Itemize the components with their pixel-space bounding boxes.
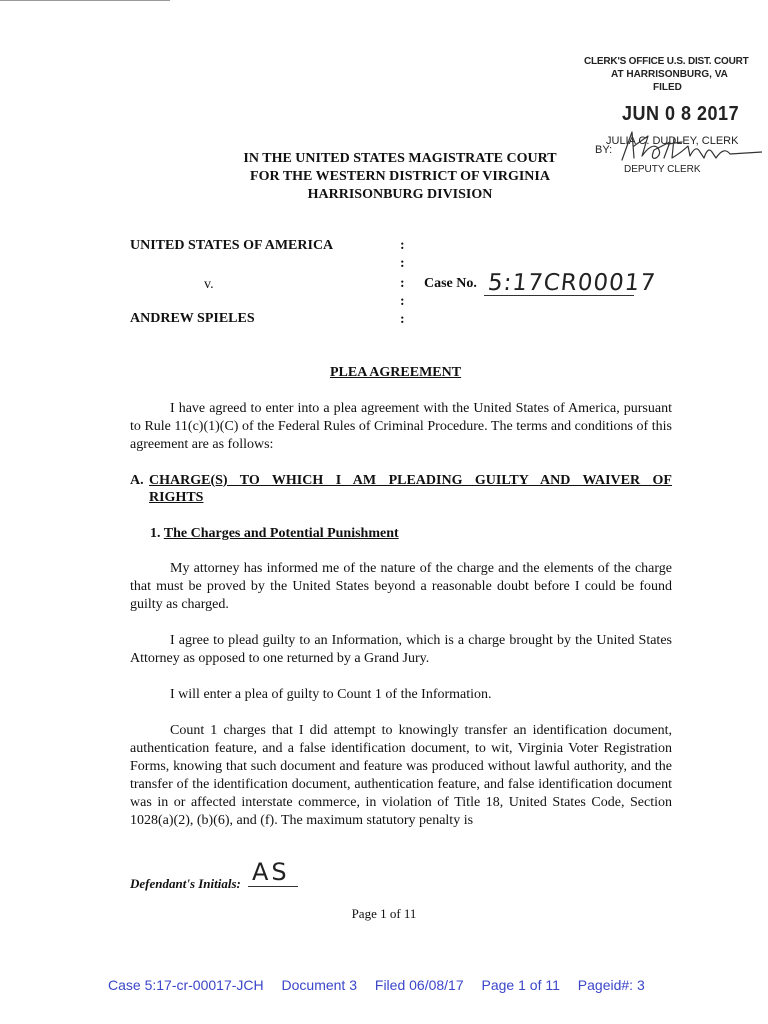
court-heading (200, 150, 600, 204)
section-a-heading-line1: CHARGE(S) TO WHICH I AM PLEADING GUILTY AND WAIVER OF (149, 473, 672, 488)
caption-colon: : (400, 294, 405, 309)
deputy-signature (612, 122, 762, 172)
stamp-filed: FILED (653, 82, 682, 93)
stamp-office: CLERK'S OFFICE U.S. DIST. COURT (584, 56, 749, 67)
body-paragraph: Count 1 charges that I did attempt to knowingly transfer an identification document, authentication feature, and a false identification document, to wit, Virginia Voter Registration Forms, knowing that such document and feature was produced without lawful authority, and the transfer of the identification document, authentication feature, and false identification document was in or affected interstate commerce, in violation of Title 18, United States Code, Section 1028(a)(2), (b)(6), and (f). The maximum statutory penalty is (130, 723, 672, 828)
footer-case: Case 5:17-cr-00017-JCH (108, 977, 264, 993)
case-number: 5:17CR00017 (486, 270, 658, 296)
caption-colon: : (400, 276, 405, 291)
court-heading-line3: HARRISONBURG DIVISION (307, 187, 493, 202)
footer-pageid: Pageid#: 3 (577, 977, 645, 993)
top-rule (0, 0, 170, 1)
case-number-label: Case No. (424, 276, 477, 291)
ecf-footer (108, 977, 645, 993)
caption-colon: : (400, 256, 405, 271)
subsection-1-heading (150, 526, 399, 542)
caption-versus: v. (204, 277, 214, 292)
footer-document: Document 3 (281, 977, 357, 993)
body-paragraph: My attorney has informed me of the nature of the charge and the elements of the charge that must be proved by the United States beyond a reasonable doubt before I could be found guilty as charged. (130, 561, 672, 612)
caption-defendant: ANDREW SPIELES (130, 311, 255, 326)
caption-colon: : (400, 238, 405, 253)
subsection-1-title: The Charges and Potential Punishment (163, 526, 399, 541)
caption-colon: : (400, 312, 405, 327)
footer-filed: Filed 06/08/17 (374, 977, 464, 993)
section-a-heading (130, 472, 672, 506)
initials-underline (248, 886, 298, 887)
case-number-underline (484, 295, 634, 296)
stamp-clerk-name: JULIA C. DUDLEY, CLERK (606, 135, 739, 147)
footer-page: Page 1 of 11 (481, 977, 560, 993)
intro-paragraph: I have agreed to enter into a plea agreement with the United States of America, pursuant to Rule 11(c)(1)(C) of the Federal Rules of Criminal Procedure. The terms and conditions of this agreement are as follows: (130, 401, 672, 452)
subsection-1-label: 1. (150, 526, 161, 541)
document-title: PLEA AGREEMENT (330, 365, 462, 380)
section-a-label: A. (130, 473, 144, 488)
page-number: Page 1 of 11 (351, 906, 417, 921)
section-a-heading-line2: RIGHTS (149, 490, 204, 505)
defendant-initials: AS (252, 858, 290, 886)
defendant-initials-label: Defendant's Initials: (130, 876, 241, 891)
stamp-location: AT HARRISONBURG, VA (611, 69, 728, 80)
stamp-by-label: BY: (595, 144, 613, 156)
caption-plaintiff: UNITED STATES OF AMERICA (130, 238, 334, 253)
court-heading-line1: IN THE UNITED STATES MAGISTRATE COURT (243, 151, 557, 166)
body-paragraph: I agree to plead guilty to an Information, which is a charge brought by the United States Attorney as opposed to one returned by a Grand Jury. (130, 633, 672, 666)
court-heading-line2: FOR THE WESTERN DISTRICT OF VIRGINIA (250, 169, 550, 184)
body-paragraph: I will enter a plea of guilty to Count 1 of the Information. (170, 687, 492, 702)
stamp-deputy-clerk: DEPUTY CLERK (624, 164, 701, 175)
stamp-date: JUN 0 8 2017 (622, 101, 740, 125)
